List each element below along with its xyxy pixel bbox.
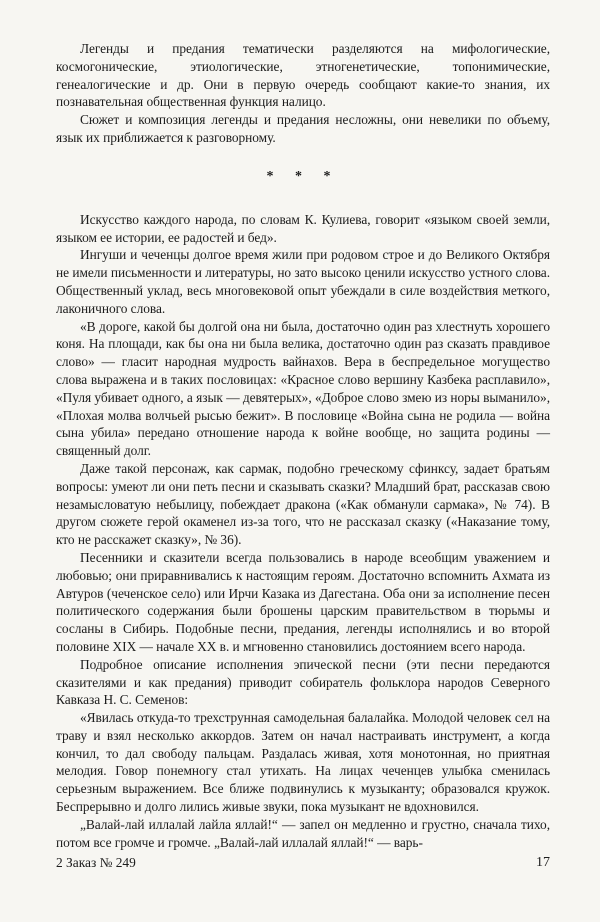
top-section (56, 40, 550, 147)
page-number: 17 (536, 855, 550, 870)
paragraph-song-quote: „Валай-лай иллалай лайла яллай!“ — запел он медленно и грустно, сначала тихо, потом все громче и громче. „Валай-лай иллалай яллай!“ — варь- (56, 816, 550, 850)
paragraph-balalaika-quote: «Явилась откуда-то трехструнная самодельная балалайка. Молодой человек сел на траву и взял несколько аккордов. Затем он начал настраивать инструмент, а когда кончил, то дал свободу пальцам. Раздалась живая, хотя монотонная, но приятная мелодия. Говор понемногу стал утихать. На лицах чеченцев улыбка сменилась серьезным выражением. Все ближе подвинулись к музыканту; образовался кружок. Беспрерывно и долго лились живые звуки, пока музыкант не вдохновился. (56, 710, 550, 815)
paragraph-proverbs: «В дороге, какой бы долгой она ни была, достаточно один раз хлестнуть хорошего коня. На площади, как бы она ни была велика, достаточно один раз сказать правдивое слово» — гласит народная мудрость вайнахов. Вера в беспредельное могущество слова выражена и в таких пословицах: «Красное слово вершину Казбека расплавило», «Пуля убивает одного, а язык — девятерых», «Доброе слово змею из норы выманило», «Плохая молва волчьей рысью бежит». В пословице «Война сына не родила — война сына убила» передано отношение народа к войне вообще, но защита родины — священный долг. (56, 318, 550, 459)
paragraph-oral-tradition: Ингуши и чеченцы долгое время жили при родовом строе и до Великого Октября не имели письменности и литературы, но зато высоко ценили искусство устного слова. Общественный уклад, весь многовековой опыт убеждали в силе воздействия меткого, лаконичного слова. (56, 247, 550, 316)
section-separator: * * * (266, 168, 340, 184)
paragraph-kuliev-quote: Искусство каждого народа, по словам К. Кулиева, говорит «языком своей земли, языком ее истории, ее радостей и бед». (56, 211, 550, 245)
paragraph-composition: Сюжет и композиция легенды и предания несложны, они невелики по объему, язык их приближается к разговорному. (56, 112, 550, 145)
paragraph-semenov-intro: Подробное описание исполнения эпической песни (эти песни передаются сказителями и как предания) приводит собиратель фольклора народов Северного Кавказа Н. С. Семенов: (56, 656, 550, 708)
page-footer (56, 854, 550, 872)
paragraph-genres: Легенды и предания тематически разделяются на мифологические, космогонические, этиологические, этногенетические, топонимические, генеалогические и др. Они в первую очередь сообщают какие-то знания, их познавательная общественная функция налицо. (56, 41, 550, 110)
paragraph-singers: Песенники и сказители всегда пользовались в народе всеобщим уважением и любовью; они приравнивались к настоящим героям. Достаточно вспомнить Ахмата из Автуров (чеченское село) или Ирчи Казака из Дагестана. Оба они за исполнение песен политического содержания были брошены царским правительством в тюрьмы и сосланы в Сибирь. Подобные песни, предания, легенды исполнялись и во второй половине XIX — начале XX в. и мгновенно становились достоянием всего народа. (56, 549, 550, 654)
printer-signature: 2 Заказ № 249 (56, 855, 136, 870)
paragraph-sarmak: Даже такой персонаж, как сармак, подобно греческому сфинксу, задает братьям вопросы: умеют ли они петь песни и сказывать сказки? Младший брат, рассказав свою незамысловатую небылицу, побеждает дракона («Как обманули сармака», № 74). В другом сюжете герой окаменел из-за того, что не рассказал сказку («Наказание тому, кто не расскажет сказку», № 36). (56, 460, 550, 548)
main-section (56, 211, 550, 852)
